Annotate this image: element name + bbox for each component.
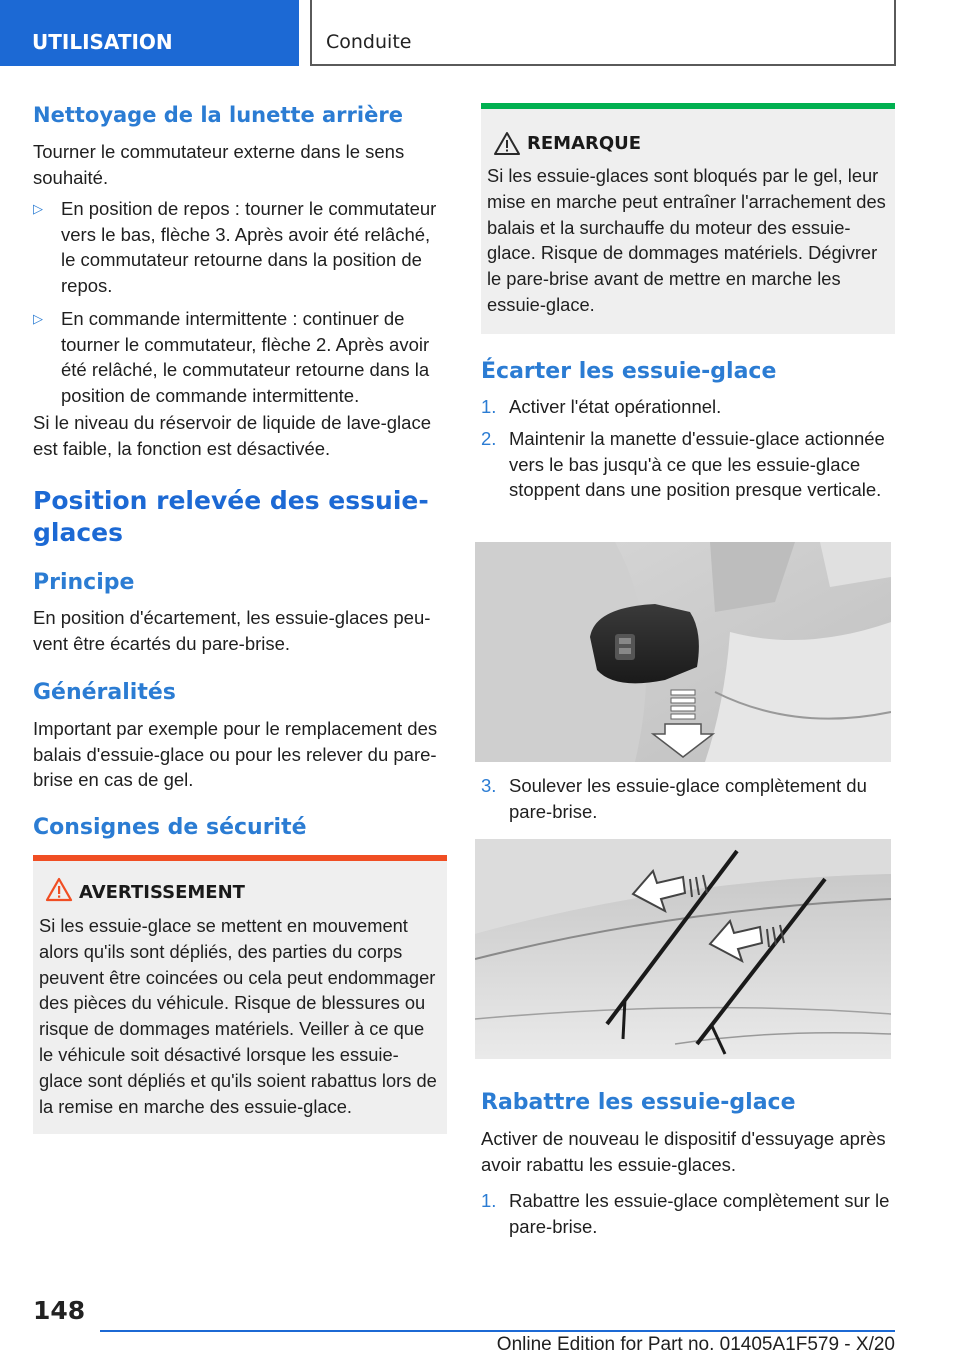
heading-safety: Consignes de sécurité (33, 815, 307, 840)
notice-bar (481, 103, 895, 109)
paragraph-fold-back: Activer de nouveau le dispositif d'essuyage après avoir rabattu les essuie-glaces. (481, 1128, 886, 1175)
list-item: ▷ En position de repos : tourner le commutateur vers le bas, flèche 3. Après avoir été relâché, le commutateur retourne dans la position de repos. (33, 198, 437, 296)
warning-body: Si les essuie-glace se mettent en mouvement alors qu'ils sont dépliés, des parties du corps peuvent être coincées ou cela peut endommager des pièces du véhicule. Risque de blessures ou risque de dommages matériels. Veiller à ce que le véhicule soit désactivé lorsque les essuie-glace sont dépliés et qu'ils soient rabattus lors de la remise en marche des essuie-glace. (39, 915, 437, 1117)
paragraph-fluid-level: Si le niveau du réservoir de liquide de lave-glace est faible, la fonction est désactivée. (33, 412, 431, 459)
wiper-lever-illustration (475, 542, 891, 762)
triangle-bullet-icon: ▷ (33, 201, 43, 216)
heading-principle: Principe (33, 570, 135, 595)
notice-body: Si les essuie-glaces sont bloqués par le gel, leur mise en marche peut entraîner l'arrachement des balais et la surchauffe du moteur des essuie-glace. Risque de dommages matériels. Dégivrer le pare-brise avant de mettre en marche les essuie-glace. (487, 165, 886, 315)
warning-title: AVERTISSEMENT (79, 882, 245, 903)
notice-title: REMARQUE (527, 133, 642, 154)
heading-general: Généralités (33, 680, 176, 705)
raised-wipers-illustration (475, 839, 891, 1059)
paragraph-general: Important par exemple pour le remplacement des balais d'essuie-glace ou pour les relever du pare-brise en cas de gel. (33, 718, 438, 791)
list-item: 2. Maintenir la manette d'essuie-glace actionnée vers le bas jusqu'à ce que les essuie-glace stoppent dans une position presque verticale. (481, 428, 885, 501)
heading-rear-window-cleaning: Nettoyage de la lunette arrière (33, 103, 403, 127)
warning-triangle-icon (45, 877, 73, 902)
page-number: 148 (33, 1296, 86, 1325)
heading-fold-out: Écarter les essuie-glace (481, 359, 777, 384)
heading-raised-position: Position relevée des essuie-glaces (33, 486, 429, 547)
triangle-bullet-icon: ▷ (33, 311, 43, 326)
list-item: ▷ En commande intermittente : continuer de tourner le commutateur, flèche 2. Après avoir été relâché, le commutateur retourne dans la position de commande intermittente. (33, 308, 430, 406)
list-item: 3. Soulever les essuie-glace complètement du pare-brise. (481, 775, 867, 822)
notice-box (481, 103, 895, 334)
section-title: Conduite (310, 0, 896, 66)
chapter-tab[interactable]: UTILISATION (0, 0, 299, 66)
paragraph-principle: En position d'écartement, les essuie-glaces peuvent être écartés du pare-brise. (33, 607, 431, 654)
notice-triangle-icon (493, 131, 521, 156)
list-item: 1. Rabattre les essuie-glace complètement sur le pare-brise. (481, 1190, 890, 1237)
warning-bar (33, 855, 447, 861)
list-item: 1. Activer l'état opérationnel. (481, 396, 722, 417)
paragraph-rear-window: Tourner le commutateur externe dans le sens souhaité. (33, 141, 405, 188)
warning-box (33, 855, 447, 1134)
footer-divider (100, 1330, 895, 1332)
footer-edition: Online Edition for Part no. 01405A1F579 - X/20 (496, 1334, 895, 1355)
heading-fold-back: Rabattre les essuie-glace (481, 1090, 796, 1115)
